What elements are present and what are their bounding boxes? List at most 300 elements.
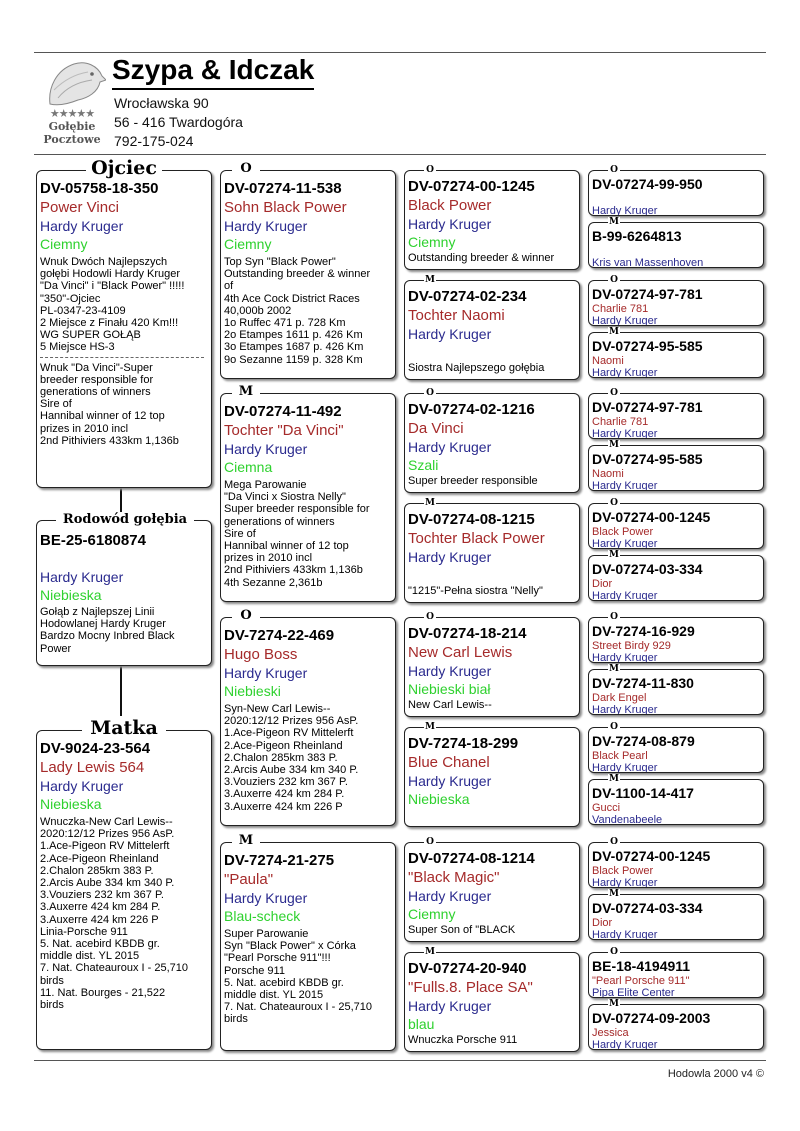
subject-desc-line: Bardzo Mocny Inbred Black — [40, 630, 175, 643]
great-grandparent-color: blau — [408, 1016, 435, 1032]
grandparent-desc-line: Syn-New Carl Lewis-- — [224, 703, 331, 715]
great-grandparent-ring: DV-07274-20-940 — [408, 960, 527, 977]
grandparent-description — [224, 703, 393, 813]
mother-color: Niebieska — [40, 796, 102, 812]
great-grandparent-color: Niebieski biał — [408, 681, 491, 697]
footer-credit: Hodowla 2000 v4 © — [667, 1068, 764, 1080]
great-great-grandparent-caption: O — [608, 498, 620, 508]
great-grandparent-name: Tochter Naomi — [408, 307, 505, 324]
grandparent-desc-line: 3o Etampes 1687 p. 426 Km — [224, 341, 364, 354]
great-great-grandparent-caption: O — [608, 837, 620, 847]
great-grandparent-desc-line: Super Son of "BLACK — [408, 924, 516, 936]
great-great-grandparent-caption: M — [609, 889, 619, 899]
great-great-grandparent-card[interactable] — [588, 894, 764, 940]
great-great-grandparent-body — [592, 451, 761, 491]
great-great-grandparent-card[interactable] — [588, 952, 764, 998]
great-grandparent-color — [408, 343, 577, 361]
great-great-grandparent-body — [592, 228, 761, 268]
great-great-grandparent-ring: DV-07274-97-781 — [592, 286, 703, 302]
great-great-grandparent-body — [592, 623, 761, 663]
grandparent-desc-line: 2o Etampes 1611 p. 426 Km — [224, 329, 363, 342]
great-great-grandparent-ring: BE-18-4194911 — [592, 958, 691, 974]
great-great-grandparent-name: Dark Engel — [592, 692, 647, 704]
great-great-grandparent-card[interactable] — [588, 170, 764, 216]
mother-desc-line: 3.Vouziers 232 km 367 P. — [40, 889, 164, 902]
great-grandparent-desc-line: "1215"-Pełna siostra "Nelly" — [408, 585, 543, 597]
great-grandparent-name: Blue Chanel — [408, 754, 490, 771]
great-grandparent-desc-line: Siostra Najlepszego gołębia — [408, 362, 545, 374]
great-great-grandparent-ring: DV-7274-16-929 — [592, 623, 695, 639]
great-grandparent-card[interactable] — [404, 842, 580, 942]
great-grandparent-body — [408, 849, 577, 936]
grandparent-desc-line: Porsche 911 — [224, 964, 285, 977]
owner-name: Szypa & Idczak — [112, 53, 314, 90]
great-grandparent-caption: O — [424, 612, 436, 622]
grandparent-description — [224, 928, 393, 1026]
great-great-grandparent-card[interactable] — [588, 503, 764, 549]
great-great-grandparent-name: Dior — [592, 917, 613, 929]
great-grandparent-name: "Black Magic" — [408, 869, 500, 886]
great-grandparent-description — [408, 1034, 577, 1046]
mother-desc-line: Linia-Porsche 911 — [40, 925, 128, 938]
grandparent-caption: O — [232, 608, 260, 624]
father-desc-line: PL-0347-23-4109 — [40, 304, 126, 317]
great-great-grandparent-name: Dior — [592, 578, 613, 590]
great-grandparent-caption: M — [425, 498, 435, 508]
great-grandparent-breeder: Hardy Kruger — [408, 663, 492, 679]
great-great-grandparent-ring: DV-07274-95-585 — [592, 338, 703, 354]
great-great-grandparent-name — [592, 193, 761, 205]
grandparent-body — [224, 402, 393, 589]
grandparent-name: "Paula" — [224, 871, 274, 888]
logo — [36, 58, 108, 148]
great-grandparent-description — [408, 252, 577, 264]
great-grandparent-breeder: Hardy Kruger — [408, 773, 492, 789]
great-grandparent-caption: M — [425, 947, 435, 957]
mother-description — [40, 816, 209, 1011]
great-grandparent-color: Ciemny — [408, 906, 456, 922]
subject-ring: BE-25-6180874 — [40, 532, 146, 549]
grandparent-description — [224, 479, 393, 589]
great-great-grandparent-caption: M — [609, 999, 619, 1009]
grandparent-caption: O — [232, 161, 260, 177]
mother-desc-line: middle dist. YL 2015 — [40, 950, 140, 963]
great-grandparent-breeder: Hardy Kruger — [408, 888, 492, 904]
mother-caption: Matka — [82, 720, 166, 736]
father-breeder: Hardy Kruger — [40, 218, 124, 234]
grandparent-body — [224, 626, 393, 813]
logo-text-line2: Pocztowe — [43, 133, 101, 146]
grandparent-card[interactable] — [220, 842, 396, 1051]
great-great-grandparent-ring: DV-07274-00-1245 — [592, 848, 711, 864]
grandparent-breeder: Hardy Kruger — [224, 441, 308, 457]
father-divider — [40, 357, 204, 358]
father-desc-line: "Da Vinci" i "Black Power" !!!!! — [40, 280, 185, 293]
grandparent-body — [224, 851, 393, 1026]
grandparent-card[interactable] — [220, 393, 396, 602]
grandparent-ring: DV-07274-11-492 — [224, 403, 342, 420]
great-great-grandparent-name — [592, 245, 761, 257]
mother-desc-line: 11. Nat. Bourges - 21,522 — [40, 986, 166, 999]
grandparent-desc-line: 40,000b 2002 — [224, 304, 292, 317]
great-grandparent-body — [408, 177, 577, 264]
great-great-grandparent-breeder: Hardy Kruger — [592, 538, 658, 549]
mother-desc-line: 3.Auxerre 424 km 226 P — [40, 913, 159, 926]
mother-breeder: Hardy Kruger — [40, 778, 124, 794]
grandparent-card[interactable] — [220, 617, 396, 826]
grandparent-body — [224, 179, 393, 366]
father-desc-line: gołębi Hodowli Hardy Kruger — [40, 268, 181, 281]
subject-caption: Rodowód gołębia — [56, 512, 194, 528]
great-grandparent-caption: M — [425, 722, 435, 732]
grandparent-ring: DV-7274-22-469 — [224, 627, 335, 644]
grandparent-caption: M — [232, 384, 260, 400]
great-grandparent-desc-line: Outstanding breeder & winner — [408, 252, 555, 264]
great-great-grandparent-card[interactable] — [588, 393, 764, 439]
great-great-grandparent-card[interactable] — [588, 727, 764, 773]
great-great-grandparent-caption: O — [608, 275, 620, 285]
great-grandparent-name: Tochter Black Power — [408, 530, 545, 547]
great-grandparent-color: Ciemny — [408, 234, 456, 250]
great-great-grandparent-breeder: Hardy Kruger — [592, 762, 658, 773]
mother-desc-line: birds — [40, 974, 64, 987]
great-great-grandparent-body — [592, 338, 761, 378]
great-great-grandparent-name: Charlie 781 — [592, 416, 649, 428]
great-great-grandparent-ring: DV-7274-08-879 — [592, 733, 695, 749]
great-grandparent-breeder: Hardy Kruger — [408, 216, 492, 232]
great-great-grandparent-name: "Pearl Porsche 911" — [592, 975, 690, 987]
great-great-grandparent-card[interactable] — [588, 617, 764, 663]
great-great-grandparent-body — [592, 399, 761, 439]
great-grandparent-description — [408, 924, 577, 936]
grandparent-desc-line: of — [224, 280, 234, 293]
grandparent-ring: DV-7274-21-275 — [224, 852, 335, 869]
mother-desc-line: 2.Ace-Pigeon Rheinland — [40, 852, 159, 865]
father-desc-line: 2nd Pithiviers 433km 1,136b — [40, 434, 179, 447]
father-desc-line: 5 Miejsce HS-3 — [40, 341, 115, 354]
grandparent-color: Ciemna — [224, 459, 273, 475]
great-great-grandparent-breeder: Hardy Kruger — [592, 652, 658, 663]
great-grandparent-desc-line: Wnuczka Porsche 911 — [408, 1034, 518, 1046]
great-great-grandparent-body — [592, 733, 761, 773]
great-great-grandparent-ring: DV-07274-03-334 — [592, 900, 703, 916]
great-grandparent-color — [408, 566, 577, 584]
great-great-grandparent-ring: DV-1100-14-417 — [592, 785, 694, 801]
great-grandparent-ring: DV-7274-18-299 — [408, 735, 519, 752]
great-great-grandparent-breeder: Hardy Kruger — [592, 428, 658, 439]
grandparent-desc-line: 1o Ruffec 471 p. 728 Km — [224, 317, 346, 330]
mother-desc-line: Wnuczka-New Carl Lewis-- — [40, 816, 173, 828]
grandparent-desc-line: 3.Auxerre 424 km 226 P — [224, 800, 343, 813]
great-grandparent-ring: DV-07274-18-214 — [408, 625, 527, 642]
great-great-grandparent-name: Naomi — [592, 355, 624, 367]
father-desc-line: breeder responsible for — [40, 373, 154, 386]
great-great-grandparent-body — [592, 848, 761, 888]
mother-desc-line: 2.Chalon 285km 383 P. — [40, 864, 154, 877]
father-desc-line: WG SUPER GOŁĄB — [40, 329, 141, 342]
great-grandparent-caption: M — [425, 275, 435, 285]
father-desc-line: Hannibal winner of 12 top — [40, 410, 165, 423]
father-color: Ciemny — [40, 236, 88, 252]
great-grandparent-body — [408, 287, 577, 374]
grandparent-caption: M — [232, 833, 260, 849]
grandparent-desc-line: 9o Sezanne 1159 p. 328 Km — [224, 353, 363, 366]
father-desc-line: Sire of — [40, 398, 72, 411]
great-great-grandparent-breeder: Hardy Kruger — [592, 704, 658, 715]
great-grandparent-desc-line: New Carl Lewis-- — [408, 699, 492, 711]
grandparent-color: Ciemny — [224, 236, 272, 252]
mother-desc-line: 7. Nat. Chateauroux I - 25,710 — [40, 962, 188, 975]
great-great-grandparent-breeder: Hardy Kruger — [592, 480, 658, 491]
connector-father — [120, 488, 122, 512]
great-great-grandparent-ring: B-99-6264813 — [592, 228, 682, 244]
great-great-grandparent-caption: O — [608, 612, 620, 622]
grandparent-color: Blau-scheck — [224, 908, 301, 924]
great-great-grandparent-caption: O — [608, 165, 620, 175]
grandparent-desc-line: Mega Parowanie — [224, 479, 307, 491]
great-grandparent-card[interactable] — [404, 393, 580, 493]
mother-desc-line: 2.Arcis Aube 334 km 340 P. — [40, 877, 175, 890]
great-great-grandparent-body — [592, 675, 761, 715]
great-great-grandparent-name: Gucci — [592, 802, 621, 814]
grandparent-card[interactable] — [220, 170, 396, 379]
father-desc-line: "350"-Ojciec — [40, 292, 101, 305]
stars-icon: ★★★★★ — [49, 108, 95, 120]
grandparent-desc-line: 2020:12/12 Prizes 956 AsP. — [224, 715, 359, 728]
great-great-grandparent-card[interactable] — [588, 445, 764, 491]
great-great-grandparent-card[interactable] — [588, 779, 764, 825]
subject-desc-line: Gołąb z Najlepszej Linii — [40, 606, 155, 618]
great-great-grandparent-name: Black Power — [592, 526, 654, 538]
mother-desc-line: 5. Nat. acebird KBDB gr. — [40, 938, 160, 951]
grandparent-breeder: Hardy Kruger — [224, 218, 308, 234]
grandparent-desc-line: "Pearl Porsche 911"!!! — [224, 952, 331, 965]
mother-desc-line: birds — [40, 999, 64, 1012]
logo-text-line1: Gołębie — [48, 120, 96, 133]
grandparent-desc-line: Super Parowanie — [224, 928, 309, 940]
great-grandparent-description — [408, 585, 577, 597]
great-great-grandparent-ring: DV-07274-99-950 — [592, 176, 703, 192]
great-grandparent-body — [408, 400, 577, 487]
grandparent-desc-line: Super breeder responsible for — [224, 503, 370, 516]
great-great-grandparent-breeder: Hardy Kruger — [592, 1039, 658, 1050]
great-great-grandparent-breeder: Hardy Kruger — [592, 929, 658, 940]
father-ring: DV-05758-18-350 — [40, 180, 159, 197]
great-grandparent-body — [408, 734, 577, 809]
great-great-grandparent-card[interactable] — [588, 332, 764, 378]
mother-desc-line: 3.Auxerre 424 km 284 P. — [40, 901, 161, 914]
mother-ring: DV-9024-23-564 — [40, 740, 151, 757]
great-grandparent-breeder: Hardy Kruger — [408, 326, 492, 342]
grandparent-desc-line: "Da Vinci x Siostra Nelly" — [224, 491, 346, 504]
great-grandparent-name: "Fulls.8. Place SA" — [408, 979, 533, 996]
great-great-grandparent-caption: M — [609, 664, 619, 674]
grandparent-name: Hugo Boss — [224, 646, 298, 663]
great-grandparent-breeder: Hardy Kruger — [408, 549, 492, 565]
great-great-grandparent-body — [592, 286, 761, 326]
great-great-grandparent-ring: DV-07274-09-2003 — [592, 1010, 711, 1026]
great-grandparent-caption: O — [424, 837, 436, 847]
grandparent-desc-line: 2.Ace-Pigeon Rheinland — [224, 739, 343, 752]
address-city: 56 - 416 Twardogóra — [114, 114, 243, 130]
great-great-grandparent-body — [592, 1010, 761, 1050]
grandparent-desc-line: prizes in 2010 incl — [224, 552, 313, 565]
grandparent-desc-line: Sire of — [224, 527, 256, 540]
great-grandparent-body — [408, 624, 577, 711]
great-great-grandparent-name: Black Pearl — [592, 750, 648, 762]
father-desc-line: prizes in 2010 incl — [40, 422, 129, 435]
grandparent-desc-line: 2.Chalon 285km 383 P. — [224, 751, 338, 764]
great-grandparent-description — [408, 475, 577, 487]
grandparent-desc-line: Outstanding breeder & winner — [224, 268, 371, 281]
subject-card[interactable] — [36, 520, 212, 666]
great-great-grandparent-caption: O — [608, 388, 620, 398]
great-great-grandparent-ring: DV-07274-00-1245 — [592, 509, 711, 525]
address-street: Wrocławska 90 — [114, 95, 209, 111]
great-grandparent-breeder: Hardy Kruger — [408, 998, 492, 1014]
great-great-grandparent-caption: O — [608, 722, 620, 732]
father-desc-line: Wnuk Dwóch Najlepszych — [40, 256, 168, 268]
great-great-grandparent-body — [592, 176, 761, 216]
grandparent-desc-line: middle dist. YL 2015 — [224, 989, 324, 1002]
grandparent-desc-line: 5. Nat. acebird KBDB gr. — [224, 976, 344, 989]
grandparent-desc-line: Top Syn "Black Power" — [224, 256, 336, 268]
father-caption: Ojciec — [86, 160, 162, 176]
great-grandparent-ring: DV-07274-02-234 — [408, 288, 527, 305]
great-great-grandparent-ring: DV-07274-97-781 — [592, 399, 703, 415]
grandparent-desc-line: 1.Ace-Pigeon RV Mittelerft — [224, 727, 354, 740]
great-grandparent-description — [408, 362, 577, 374]
subject-desc-line: Hodowlanej Hardy Kruger — [40, 618, 166, 631]
great-grandparent-card[interactable] — [404, 170, 580, 270]
great-great-grandparent-breeder: Hardy Kruger — [592, 315, 658, 326]
grandparent-name: Tochter "Da Vinci" — [224, 422, 344, 439]
great-great-grandparent-card[interactable] — [588, 842, 764, 888]
great-great-grandparent-body — [592, 785, 761, 825]
grandparent-desc-line: 2.Arcis Aube 334 km 340 P. — [224, 764, 359, 777]
great-great-grandparent-card[interactable] — [588, 222, 764, 268]
great-great-grandparent-caption: M — [609, 327, 619, 337]
mother-name: Lady Lewis 564 — [40, 759, 145, 776]
great-great-grandparent-ring: DV-07274-95-585 — [592, 451, 703, 467]
grandparent-breeder: Hardy Kruger — [224, 665, 308, 681]
footer-rule — [34, 1060, 766, 1061]
great-great-grandparent-card[interactable] — [588, 555, 764, 601]
great-great-grandparent-caption: O — [608, 947, 620, 957]
great-great-grandparent-name: Jessica — [592, 1027, 629, 1039]
connector-mother — [120, 666, 122, 716]
grandparent-desc-line: Syn "Black Power" x Córka — [224, 940, 356, 953]
great-great-grandparent-ring: DV-07274-03-334 — [592, 561, 703, 577]
great-great-grandparent-body — [592, 900, 761, 940]
great-great-grandparent-card[interactable] — [588, 669, 764, 715]
father-desc-line: Wnuk "Da Vinci"-Super — [40, 361, 153, 374]
father-desc-line: 2 Miejsce z Finału 420 Km!!! — [40, 317, 179, 330]
mother-desc-line: 1.Ace-Pigeon RV Mittelerft — [40, 840, 170, 853]
great-great-grandparent-caption: M — [609, 217, 619, 227]
grandparent-breeder: Hardy Kruger — [224, 890, 308, 906]
subject-breeder: Hardy Kruger — [40, 569, 124, 585]
father-card[interactable] — [36, 170, 212, 488]
great-great-grandparent-caption: M — [609, 550, 619, 560]
great-grandparent-card[interactable] — [404, 503, 580, 603]
great-grandparent-name: New Carl Lewis — [408, 644, 513, 661]
great-grandparent-ring: DV-07274-08-1215 — [408, 511, 535, 528]
great-great-grandparent-breeder: Hardy Kruger — [592, 877, 658, 888]
grandparent-desc-line: generations of winners — [224, 515, 335, 528]
great-great-grandparent-caption: M — [609, 774, 619, 784]
great-grandparent-ring: DV-07274-02-1216 — [408, 401, 535, 418]
great-grandparent-card[interactable] — [404, 952, 580, 1052]
great-great-grandparent-name: Charlie 781 — [592, 303, 649, 315]
father-description — [40, 256, 209, 447]
great-great-grandparent-name: Naomi — [592, 468, 624, 480]
great-grandparent-description — [408, 699, 577, 711]
great-great-grandparent-breeder: Pipa Elite Center — [592, 987, 675, 998]
father-desc-line: generations of winners — [40, 386, 151, 399]
mother-desc-line: 2020:12/12 Prizes 956 AsP. — [40, 828, 175, 841]
great-grandparent-caption: O — [424, 388, 436, 398]
grandparent-name: Sohn Black Power — [224, 199, 347, 216]
great-great-grandparent-breeder: Kris van Massenhoven — [592, 257, 704, 268]
great-great-grandparent-breeder: Hardy Kruger — [592, 205, 658, 216]
header-rule — [34, 154, 766, 155]
great-great-grandparent-body — [592, 561, 761, 601]
great-grandparent-name: Black Power — [408, 197, 492, 214]
great-great-grandparent-breeder: Hardy Kruger — [592, 367, 658, 378]
great-great-grandparent-breeder: Hardy Kruger — [592, 590, 658, 601]
great-great-grandparent-name: Black Power — [592, 865, 654, 877]
great-grandparent-color: Niebieska — [408, 791, 470, 807]
grandparent-desc-line: 7. Nat. Chateauroux I - 25,710 — [224, 1001, 372, 1014]
father-name: Power Vinci — [40, 199, 119, 216]
great-grandparent-desc-line: Super breeder responsible — [408, 475, 538, 487]
grandparent-desc-line: 3.Auxerre 424 km 284 P. — [224, 788, 345, 801]
great-grandparent-card[interactable] — [404, 727, 580, 827]
great-grandparent-body — [408, 510, 577, 597]
grandparent-desc-line: 2nd Pithiviers 433km 1,136b — [224, 564, 363, 577]
great-great-grandparent-body — [592, 509, 761, 549]
mother-card[interactable] — [36, 730, 212, 1050]
great-great-grandparent-caption: M — [609, 440, 619, 450]
great-grandparent-card[interactable] — [404, 617, 580, 717]
great-great-grandparent-card[interactable] — [588, 1004, 764, 1050]
subject-desc-line: Power — [40, 642, 72, 655]
subject-description — [40, 606, 209, 655]
grandparent-desc-line: Hannibal winner of 12 top — [224, 540, 349, 553]
great-grandparent-breeder: Hardy Kruger — [408, 439, 492, 455]
great-grandparent-caption: O — [424, 165, 436, 175]
pigeon-logo-icon — [44, 58, 106, 110]
address-phone: 792-175-024 — [114, 133, 194, 149]
great-great-grandparent-breeder: Vandenabeele — [592, 814, 663, 825]
great-great-grandparent-ring: DV-7274-11-830 — [592, 675, 694, 691]
great-grandparent-color: Szali — [408, 457, 439, 473]
grandparent-color: Niebieski — [224, 683, 281, 699]
great-grandparent-ring: DV-07274-00-1245 — [408, 178, 535, 195]
great-great-grandparent-card[interactable] — [588, 280, 764, 326]
grandparent-desc-line: 3.Vouziers 232 km 367 P. — [224, 776, 348, 789]
subject-color: Niebieska — [40, 587, 102, 603]
great-grandparent-card[interactable] — [404, 280, 580, 380]
great-grandparent-ring: DV-07274-08-1214 — [408, 850, 535, 867]
grandparent-description — [224, 256, 393, 366]
great-grandparent-body — [408, 959, 577, 1046]
grandparent-desc-line: birds — [224, 1013, 248, 1026]
great-grandparent-name: Da Vinci — [408, 420, 464, 437]
great-great-grandparent-name: Street Birdy 929 — [592, 640, 671, 652]
grandparent-desc-line: 4th Sezanne 2,361b — [224, 576, 323, 589]
